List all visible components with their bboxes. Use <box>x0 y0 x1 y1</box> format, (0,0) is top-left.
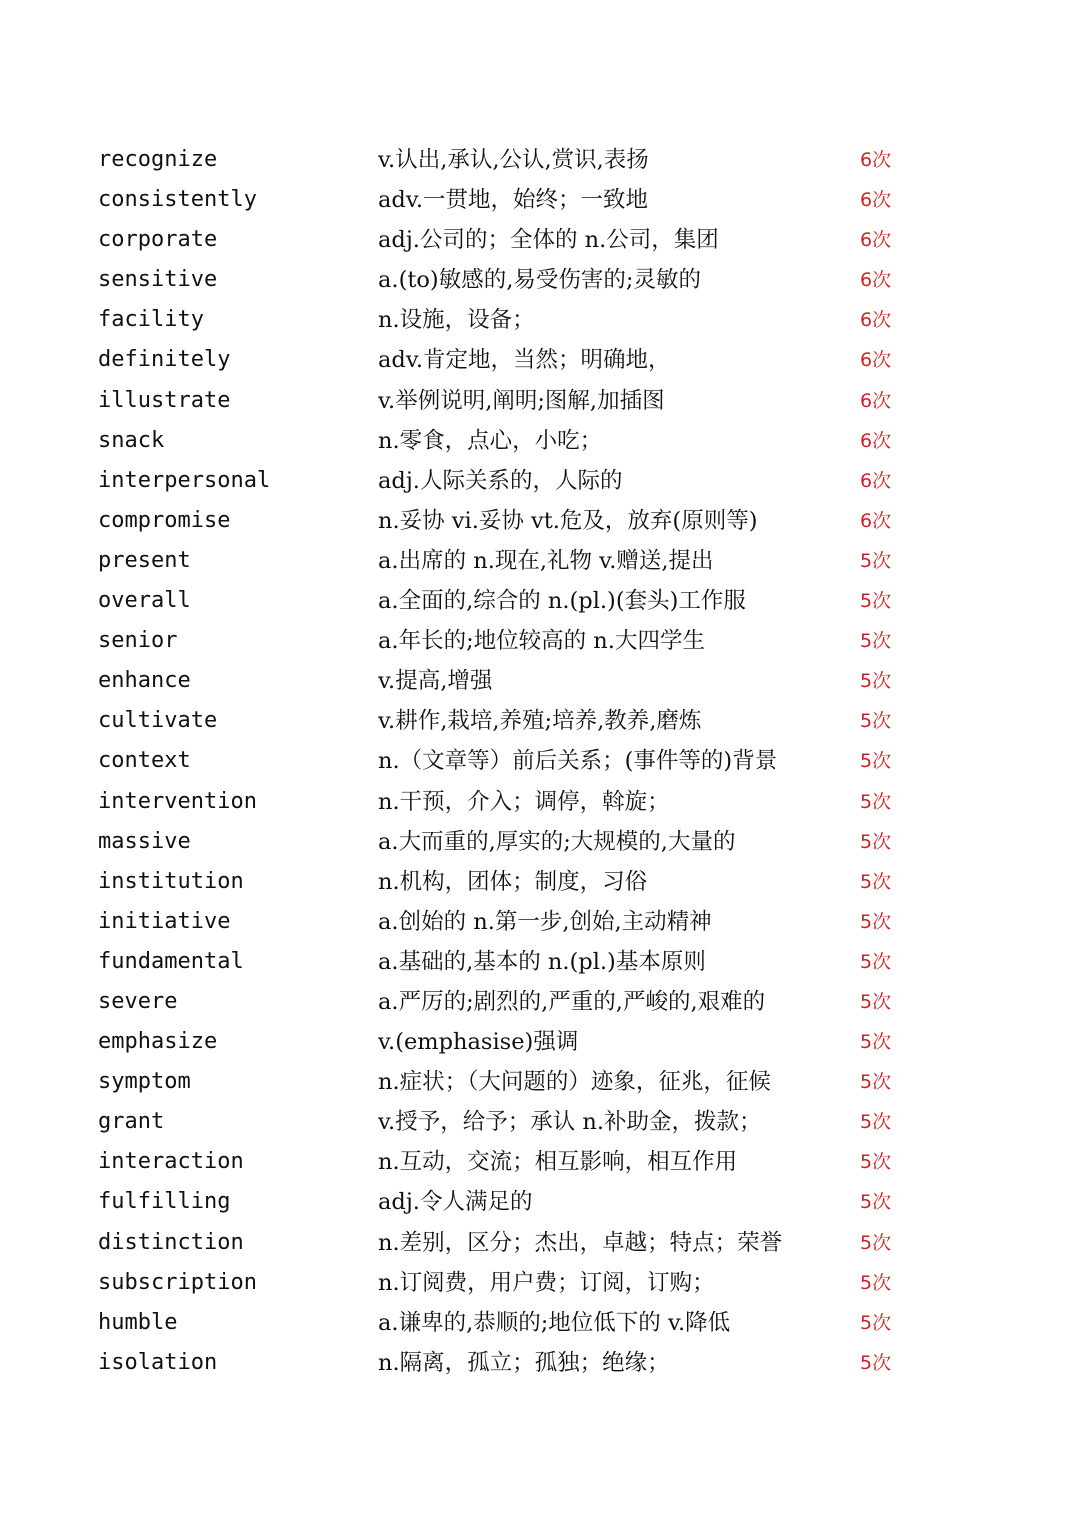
vocab-word: symptom <box>98 1069 191 1095</box>
vocab-word: fulfilling <box>98 1189 231 1215</box>
vocab-word: emphasize <box>98 1029 218 1055</box>
vocab-frequency: 5次 <box>860 950 892 973</box>
vocab-definition: a.全面的,综合的 n.(pl.)(套头)工作服 <box>378 588 746 615</box>
vocab-row <box>0 1343 1080 1383</box>
vocab-definition: n.妥协 vi.妥协 vt.危及，放弃(原则等) <box>378 507 758 534</box>
vocab-frequency: 5次 <box>860 1191 892 1214</box>
vocab-frequency: 6次 <box>860 229 892 252</box>
vocab-row <box>0 1062 1080 1102</box>
vocab-frequency: 5次 <box>860 1351 892 1374</box>
vocab-row <box>0 180 1080 220</box>
vocab-frequency: 6次 <box>860 269 892 292</box>
vocab-definition: v.授予，给予；承认 n.补助金，拨款； <box>378 1109 762 1136</box>
vocab-frequency: 5次 <box>860 630 892 653</box>
vocab-definition: v.认出,承认,公认,赏识,表扬 <box>378 147 649 173</box>
vocab-word: subscription <box>98 1269 257 1295</box>
vocab-frequency: 6次 <box>860 309 892 332</box>
vocab-definition: v.(emphasise)强调 <box>378 1029 579 1056</box>
vocab-word: distinction <box>98 1229 244 1255</box>
vocab-word: context <box>98 748 191 774</box>
vocab-definition: a.创始的 n.第一步,创始,主动精神 <box>378 908 712 935</box>
vocab-row <box>0 661 1080 701</box>
vocab-row <box>0 1102 1080 1142</box>
vocab-definition: n.（文章等）前后关系；(事件等的)背景 <box>378 748 778 775</box>
vocab-word: consistently <box>98 187 257 213</box>
vocab-definition: a.大而重的,厚实的;大规模的,大量的 <box>378 828 736 855</box>
vocab-word: facility <box>98 307 204 333</box>
vocab-frequency: 5次 <box>860 790 892 813</box>
vocab-word: snack <box>98 427 165 453</box>
vocab-row <box>0 220 1080 260</box>
vocab-row <box>0 421 1080 461</box>
vocab-definition: n.差别，区分；杰出，卓越；特点；荣誉 <box>378 1229 783 1256</box>
vocab-row <box>0 381 1080 421</box>
vocab-frequency: 5次 <box>860 710 892 733</box>
vocab-word: definitely <box>98 347 231 373</box>
vocab-row <box>0 782 1080 822</box>
vocab-word: severe <box>98 988 178 1014</box>
vocab-row <box>0 461 1080 501</box>
vocab-row <box>0 1223 1080 1263</box>
vocab-word: recognize <box>98 147 218 172</box>
vocab-frequency: 5次 <box>860 1231 892 1254</box>
vocab-word: institution <box>98 868 244 894</box>
vocab-frequency: 6次 <box>860 509 892 532</box>
vocab-frequency: 5次 <box>860 1031 892 1054</box>
vocab-frequency: 5次 <box>860 549 892 572</box>
vocab-row <box>0 501 1080 541</box>
vocabulary-list <box>0 140 1080 1383</box>
vocab-definition: adj.令人满足的 <box>378 1189 533 1216</box>
vocab-definition: n.互动，交流；相互影响，相互作用 <box>378 1149 738 1176</box>
vocab-word: fundamental <box>98 948 244 974</box>
vocab-row <box>0 822 1080 862</box>
vocab-word: illustrate <box>98 387 231 413</box>
vocab-frequency: 5次 <box>860 910 892 933</box>
vocab-frequency: 5次 <box>860 1071 892 1094</box>
vocab-row <box>0 1142 1080 1182</box>
vocab-row <box>0 140 1080 180</box>
vocab-definition: adj.人际关系的，人际的 <box>378 467 623 494</box>
vocab-frequency: 5次 <box>860 590 892 613</box>
vocab-row <box>0 581 1080 621</box>
vocab-row <box>0 862 1080 902</box>
vocab-row <box>0 300 1080 340</box>
vocab-frequency: 5次 <box>860 1271 892 1294</box>
vocab-definition: n.设施，设备； <box>378 307 535 334</box>
vocab-frequency: 6次 <box>860 429 892 452</box>
vocab-word: isolation <box>98 1349 218 1375</box>
vocab-definition: n.订阅费，用户费；订阅，订购； <box>378 1269 715 1296</box>
vocab-definition: n.症状；（大问题的）迹象，征兆，征候 <box>378 1069 771 1096</box>
vocab-row <box>0 1263 1080 1303</box>
vocab-definition: a.年长的;地位较高的 n.大四学生 <box>378 628 705 655</box>
vocab-word: intervention <box>98 788 257 814</box>
vocab-definition: n.隔离，孤立；孤独；绝缘； <box>378 1349 670 1376</box>
vocab-word: overall <box>98 588 191 614</box>
vocab-definition: a.谦卑的,恭顺的;地位低下的 v.降低 <box>378 1309 731 1336</box>
vocab-definition: n.干预，介入；调停，斡旋； <box>378 788 670 815</box>
vocab-word: senior <box>98 628 178 654</box>
vocab-word: enhance <box>98 668 191 694</box>
vocab-row <box>0 982 1080 1022</box>
vocab-frequency: 5次 <box>860 990 892 1013</box>
vocab-word: sensitive <box>98 267 218 293</box>
vocab-definition: a.基础的,基本的 n.(pl.)基本原则 <box>378 948 706 975</box>
vocab-frequency: 5次 <box>860 670 892 693</box>
vocab-row <box>0 942 1080 982</box>
vocab-row <box>0 1303 1080 1343</box>
vocab-row <box>0 340 1080 380</box>
vocab-definition: v.提高,增强 <box>378 668 493 695</box>
vocab-word: interaction <box>98 1149 244 1175</box>
vocab-definition: n.机构，团体；制度，习俗 <box>378 868 648 895</box>
vocab-frequency: 6次 <box>860 189 892 212</box>
vocab-frequency: 5次 <box>860 1111 892 1134</box>
vocab-word: present <box>98 547 191 573</box>
vocab-word: corporate <box>98 227 218 253</box>
vocab-frequency: 5次 <box>860 750 892 773</box>
vocab-frequency: 5次 <box>860 1151 892 1174</box>
vocab-row <box>0 902 1080 942</box>
vocab-definition: a.严厉的;剧烈的,严重的,严峻的,艰难的 <box>378 988 766 1015</box>
vocab-definition: a.(to)敏感的,易受伤害的;灵敏的 <box>378 267 701 294</box>
vocab-definition: n.零食，点心，小吃； <box>378 427 603 454</box>
vocab-definition: adv.肯定地，当然；明确地， <box>378 347 671 374</box>
vocab-word: humble <box>98 1309 178 1335</box>
vocab-word: grant <box>98 1109 165 1135</box>
vocab-definition: adv.一贯地，始终；一致地 <box>378 187 649 214</box>
vocab-row <box>0 260 1080 300</box>
vocab-frequency: 6次 <box>860 389 892 412</box>
vocab-row <box>0 621 1080 661</box>
vocab-frequency: 5次 <box>860 1311 892 1334</box>
vocab-definition: a.出席的 n.现在,礼物 v.赠送,提出 <box>378 547 714 574</box>
vocab-word: initiative <box>98 908 231 934</box>
vocab-definition: v.耕作,栽培,养殖;培养,教养,磨炼 <box>378 708 702 735</box>
vocab-frequency: 5次 <box>860 870 892 893</box>
vocab-frequency: 6次 <box>860 349 892 372</box>
vocab-row <box>0 1022 1080 1062</box>
vocab-word: massive <box>98 828 191 854</box>
vocab-row <box>0 701 1080 741</box>
vocab-word: cultivate <box>98 708 218 734</box>
vocab-row <box>0 541 1080 581</box>
vocab-definition: v.举例说明,阐明;图解,加插图 <box>378 387 665 414</box>
vocab-frequency: 6次 <box>860 149 892 171</box>
vocab-word: interpersonal <box>98 467 271 493</box>
vocab-definition: adj.公司的；全体的 n.公司，集团 <box>378 227 719 254</box>
vocab-frequency: 5次 <box>860 830 892 853</box>
vocab-row <box>0 1182 1080 1222</box>
vocab-row <box>0 741 1080 781</box>
vocab-word: compromise <box>98 507 231 533</box>
vocab-frequency: 6次 <box>860 469 892 492</box>
